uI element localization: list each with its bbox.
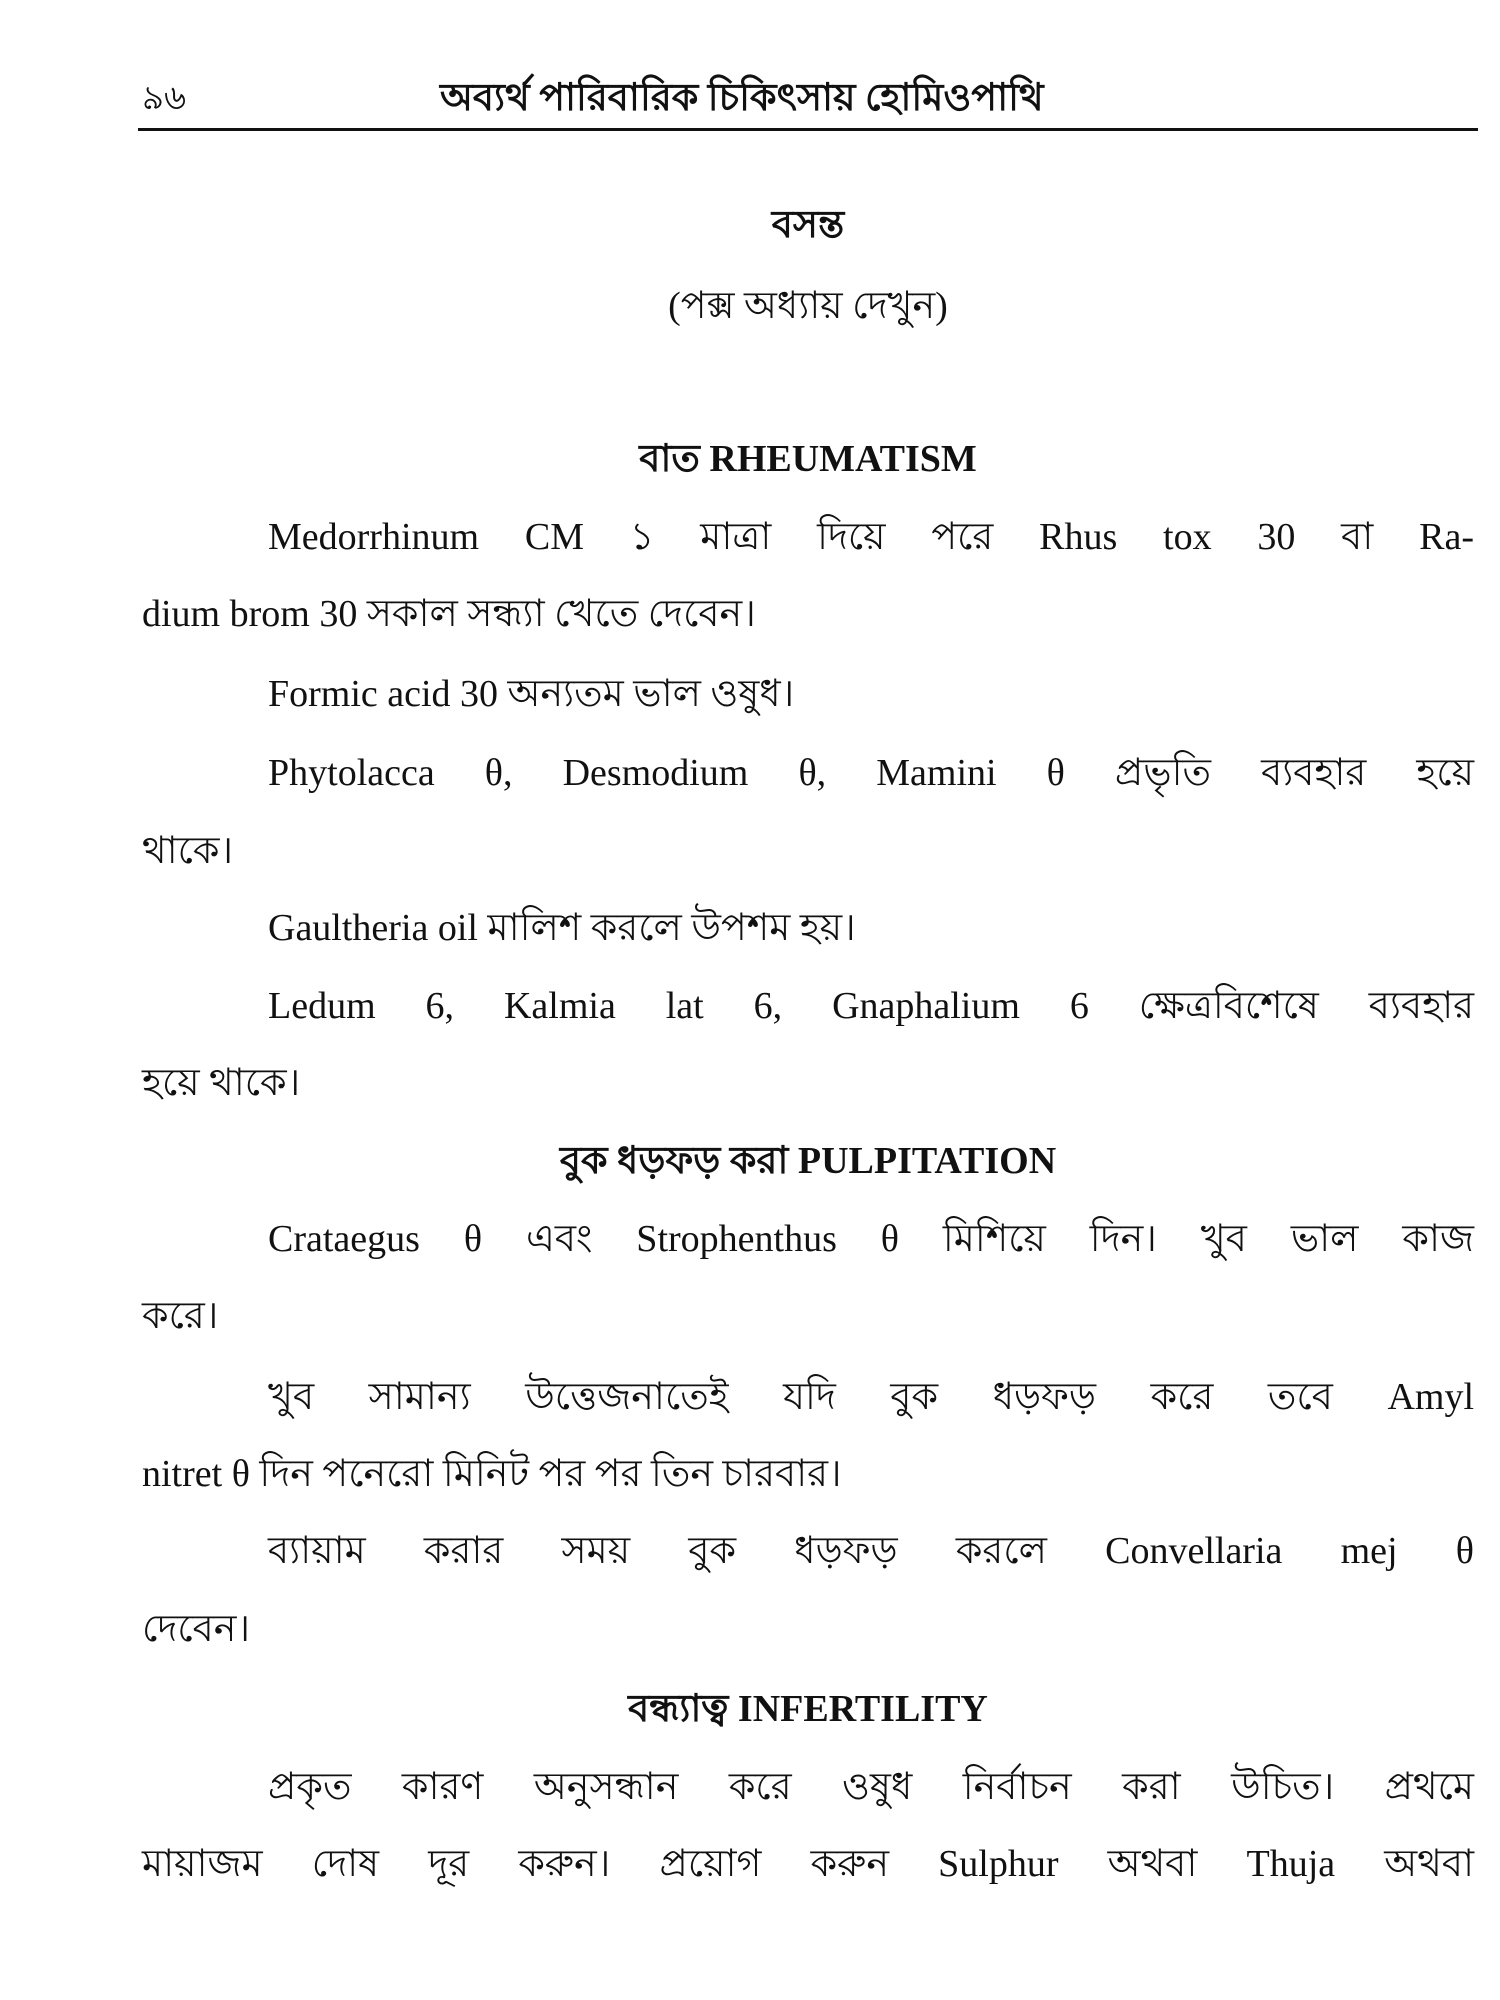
text-line: হয়ে থাকে।	[142, 1062, 301, 1104]
text-line: ব্যায়াম করার সময় বুক ধড়ফড় করলে Convellaria mej θ	[268, 1530, 1474, 1572]
section-heading: বাত RHEUMATISM	[639, 438, 977, 480]
text-line: dium brom 30 সকাল সন্ধ্যা খেতে দেবেন।	[142, 593, 756, 635]
section-heading: বুক ধড়ফড় করা PULPITATION	[559, 1140, 1057, 1182]
text-line: Medorrhinum CM ১ মাত্রা দিয়ে পরে Rhus tox 30 বা Ra-	[268, 516, 1474, 558]
text-line: করে।	[142, 1295, 219, 1337]
running-title: অব্যর্থ পারিবারিক চিকিৎসায় হোমিওপাথি	[440, 77, 1044, 119]
text-line: প্রকৃত কারণ অনুসন্ধান করে ওষুধ নির্বাচন করা উচিত। প্রথমে	[268, 1766, 1474, 1808]
text-line: nitret θ দিন পনেরো মিনিট পর পর তিন চারবার।	[142, 1453, 842, 1495]
text-line: খুব সামান্য উত্তেজনাতেই যদি বুক ধড়ফড় করে তবে Amyl	[268, 1376, 1474, 1418]
text-line: থাকে।	[142, 830, 234, 872]
section-heading: বন্ধ্যাত্ব INFERTILITY	[628, 1688, 988, 1730]
section-heading: বসন্ত	[771, 204, 845, 246]
text-line: দেবেন।	[142, 1608, 251, 1650]
page-number: ৯৬	[142, 80, 187, 117]
section-subheading: (পক্স অধ্যায় দেখুন)	[668, 285, 948, 327]
text-line: Crataegus θ এবং Strophenthus θ মিশিয়ে দিন। খুব ভাল কাজ	[268, 1218, 1474, 1260]
text-line: Formic acid 30 অন্যতম ভাল ওষুধ।	[268, 673, 795, 715]
header-rule	[138, 128, 1478, 131]
text-line: Phytolacca θ, Desmodium θ, Mamini θ প্রভৃতি ব্যবহার হয়ে	[268, 752, 1474, 794]
text-line: Gaultheria oil মালিশ করলে উপশম হয়।	[268, 907, 856, 949]
text-line: মায়াজম দোষ দূর করুন। প্রয়োগ করুন Sulphur অথবা Thuja অথবা	[142, 1843, 1474, 1885]
text-line: Ledum 6, Kalmia lat 6, Gnaphalium 6 ক্ষেত্রবিশেষে ব্যবহার	[268, 985, 1474, 1027]
